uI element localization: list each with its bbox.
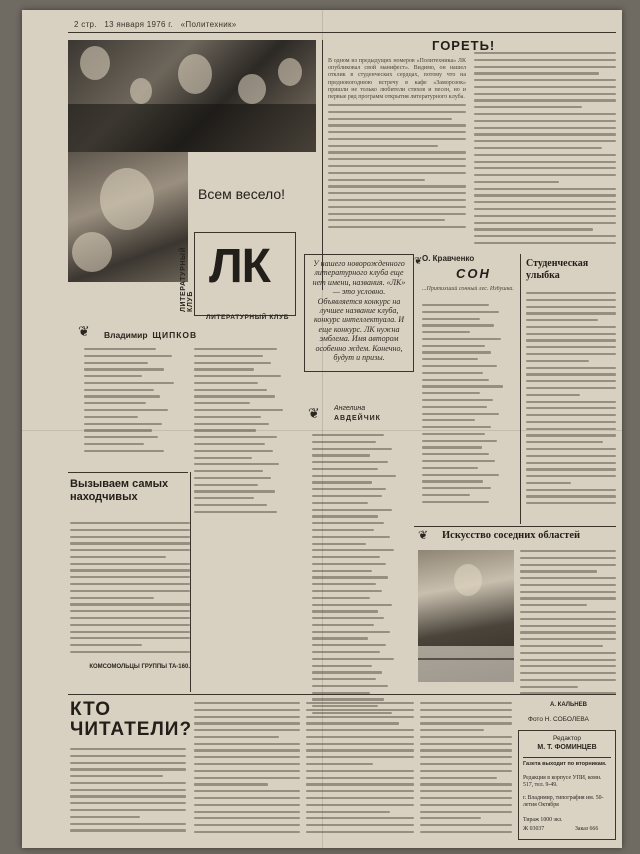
gorety-body-col1 [328,104,466,234]
editor-code: Ж 03037 [523,826,545,832]
editor-name: М. Т. ФОМИНЦЕВ [537,744,597,751]
paper-name: «Политехник» [180,20,237,29]
photo-pianist [418,550,514,682]
gorety-body-col2 [474,52,616,252]
readers-intro [70,748,186,840]
seeking-signature: КОМСОМОЛЬЦЫ ГРУППЫ ТА-160. [89,664,190,670]
flourish-icon: ❦ [78,325,90,340]
shchipkov-poem-2 [194,348,298,520]
editor-rule [523,757,611,758]
editor-address: Редакция в корпусе УПИ, комн. 517, тел. 9-49. [523,775,602,788]
lk-bottom-label: ЛИТЕРАТУРНЫЙ КЛУБ [206,314,290,321]
page-header [74,20,237,29]
flourish-icon: ❦ [418,528,429,542]
photo-credit: Фото Н. СОБОЛЕВА [528,716,589,723]
column-rule-3 [190,472,191,692]
readers-title: КТО ЧИТАТЕЛИ? [70,699,193,740]
avdeychik-poem [312,434,412,734]
kravchenko-title: СОН [456,266,491,281]
section-rule [68,472,188,473]
newspaper-page [22,10,622,848]
lk-letters: ЛК [209,240,270,293]
page-number: 2 стр. [74,20,97,29]
section-rule [414,526,616,527]
readers-col3 [420,702,512,840]
shchipkov-name [104,330,197,340]
editor-order: Заказ 666 [575,826,599,832]
shchipkov-poem-1 [84,348,184,458]
editor-schedule: Газета выходит по вторникам. [523,761,607,767]
gorety-lead: В одном из предыдущих номеров «Политехника» ЛК опубликовал свой манифест». Видимо, он нашел отклик в студенческих сердцах, потому что на предновогоднюю встречу в кафе «Заморозок» пришли не только любители стихов и песен, но и первые ряд программ открытия литературного клуба. [328,58,466,101]
smile-title: Студенческая улыбка [526,258,589,281]
photo-caption: Всем весело! [198,186,286,202]
header-rule [68,32,616,33]
avdeychik-first: Ангелина [334,405,366,412]
kravchenko-author: О. Кравченко [422,254,475,263]
column-rule [322,40,323,290]
editor-run: Тираж 1000 экз. [523,817,563,823]
flourish-icon: ❦ [414,256,423,267]
kravchenko-epigraph: ...Притихший сонный лес. Избушка. [422,286,514,292]
flourish-icon: ❦ [308,407,320,422]
issue-date: 13 января 1976 г. [104,20,174,29]
contest-text: У нашего новорожденного литературного клуба еще нет имени, названия. «ЛК» — это условно. Объявляется конкурс на лучшее название клуба, конкурс интеллектуала. И еще конкурс. ЛК нужна эмблема. Имя автором особенно ждем. Конечно, будут и призы. [312,259,406,363]
column-rule-2 [520,254,521,524]
lk-side-label: ЛИТЕРАТУРНЫЙ КЛУБ [180,246,194,312]
readers-col2 [306,702,414,840]
editor-box [518,730,616,840]
art-signature: А. КАЛЬНЕВ [550,702,587,708]
gorety-title: ГОРЕТЬ! [432,38,496,53]
literary-club-emblem [194,232,296,316]
kravchenko-poem [422,304,518,524]
art-body [520,550,616,700]
editor-role: Редактор [553,735,581,742]
shchipkov-last: ЩИПКОВ [152,330,198,340]
seeking-title: Вызываем самых находчивых [70,478,169,503]
section-rule [68,694,616,695]
editor-print: г. Владимир, типография им. 50-летия Октября [523,795,604,808]
shchipkov-first: Владимир [104,330,148,340]
avdeychik-name [334,404,381,424]
avdeychik-last: АВДЕЙЧИК [334,415,381,422]
smile-body [526,292,616,522]
photo-party-crowd [68,40,316,152]
seeking-body [70,522,190,662]
contest-box [304,254,414,372]
photo-girl-portrait [68,152,188,282]
readers-col1 [194,702,300,840]
art-title: Искусство соседних областей [442,530,581,541]
